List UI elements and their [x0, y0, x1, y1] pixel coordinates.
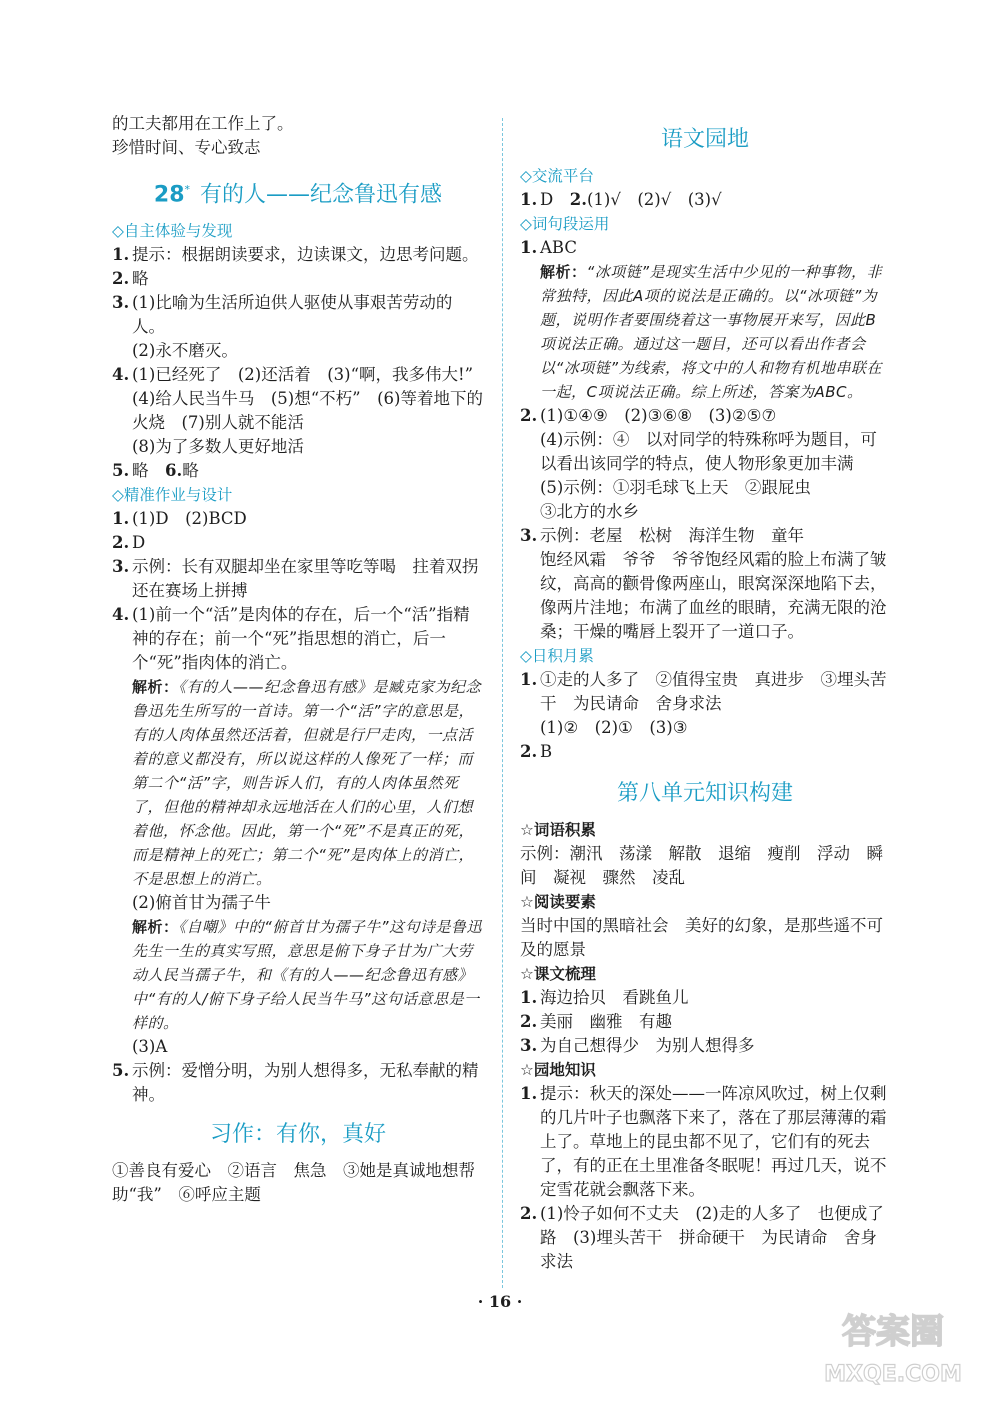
answer-item: 2. 略: [112, 269, 149, 289]
lesson-number: 28: [153, 182, 185, 208]
answer-item: 2. B: [520, 742, 553, 761]
answer-item: 1. D 2.(1)√ (2)√ (3)√: [520, 190, 722, 209]
section-heading: ◇交流平台: [520, 167, 594, 185]
intro-line-2: 珍惜时间、专心致志: [112, 138, 261, 157]
answer-item: 3. 示例：老屋 松树 海洋生物 童年: [520, 526, 804, 545]
answer-subline: (2)俯首甘为孺子牛: [132, 893, 271, 913]
lesson-star: *: [184, 183, 191, 196]
column-divider: [502, 118, 503, 1288]
category-heading: ☆课文梳理: [520, 965, 596, 983]
category-heading: ☆园地知识: [520, 1061, 596, 1079]
category-text: 示例：潮汛 荡漾 解散 退缩 瘦削 浮动 瞬间 凝视 骤然 凌乱: [520, 844, 883, 887]
answer-subline: (3)A: [132, 1037, 168, 1057]
right-column: [520, 124, 890, 1274]
answer-item: 4. (1)已经死了 (2)还活着 (3)“啊，我多伟大!” (4)给人民当牛马 (5)想“不朽” (6)等着地下的火烧 (7)别人就不能活: [112, 365, 490, 433]
page-number: · 16 ·: [477, 1292, 523, 1311]
answer-item: 1. ①走的人多了 ②值得宝贵 真进步 ③埋头苦干 为民请命 舍身求法: [520, 670, 887, 713]
composition-answer: ①善良有爱心 ②语言 焦急 ③她是真诚地想帮助“我” ⑥呼应主题: [112, 1161, 475, 1205]
watermark-line-2: MXQE.COM: [824, 1362, 962, 1387]
answer-subline: (1)② (2)① (3)③: [540, 718, 688, 737]
answer-item: 1. 提示：根据朗读要求，边读课文，边思考问题。: [112, 245, 479, 265]
answer-item: 5. 略 6.略: [112, 461, 199, 481]
section-heading: ◇精准作业与设计: [112, 486, 233, 505]
answer-subline: ③北方的水乡: [540, 502, 639, 521]
answer-item: 4. (1)前一个“活”是肉体的存在，后一个“活”指精神的存在；前一个“死”指思想的消亡，后一个“死”指肉体的消亡。: [112, 605, 470, 673]
answer-subline: (8)为了多数人更好地活: [132, 437, 304, 457]
answer-item: 3. 示例：长有双腿却坐在家里等吃等喝 拄着双拐还在赛场上拼搏: [112, 557, 479, 601]
answer-item: 1. ABC: [520, 238, 577, 257]
composition-title: 习作：有你，真好: [209, 1122, 386, 1148]
unit-title: 第八单元知识构建: [616, 781, 793, 806]
analysis-text: 解析：“冰项链”是现实生活中少见的一种事物，非常独特，因此A项的说法是正确的。以“冰项链”为题，说明作者要围绕着这一事物展开来写，因此B项说法正确。通过这一题目，还可以看出作者会以“冰项链”为线索，将文中的人和物有机地串联在一起，C项说法正确。综上所述，答案为ABC。: [540, 263, 883, 401]
lesson-title: [112, 174, 484, 211]
answer-item: 5. 示例：爱憎分明，为别人想得多，无私奉献的精神。: [112, 1061, 479, 1105]
category-heading: ☆阅读要素: [520, 893, 596, 911]
answer-subline: (5)示例：①羽毛球飞上天 ②跟屁虫: [540, 478, 811, 497]
analysis-text: 解析：《自嘲》中的“俯首甘为孺子牛”这句诗是鲁迅先生一生的真实写照，意思是俯下身子甘为广大劳动人民当孺子牛，和《有的人——纪念鲁迅有感》中“有的人/俯下身子给人民当牛马”这句话意思是一样的。: [132, 918, 483, 1033]
garden-title: 语文园地: [660, 127, 749, 152]
category-text: 当时中国的黑暗社会 美好的幻象，是那些遥不可及的愿景: [520, 916, 883, 959]
left-column: [112, 112, 490, 1207]
answer-subline: (4)示例：④ 以对同学的特殊称呼为题目，可以看出该同学的特点，使人物形象更加丰满: [540, 430, 877, 473]
answer-item: 3. 为自己想得少 为别人想得多: [520, 1036, 755, 1055]
section-heading: ◇自主体验与发现: [112, 222, 233, 241]
analysis-text: 解析：《有的人——纪念鲁迅有感》是臧克家为纪念鲁迅先生所写的一首诗。第一个“活”字的意思是，有的人肉体虽然还活着，但就是行尸走肉，一点活着的意义都没有，所以说这样的人像死了一样；而第二个“活”字，则告诉人们，有的人肉体虽然死了，但他的精神却永远地活在人们的心里，人们想着他，怀念他。因此，第一个“死”不是真正的死，而是精神上的死亡；第二个“死”是肉体上的消亡，不是思想上的消亡。: [132, 678, 482, 889]
answer-item: 1. 提示：秋天的深处——一阵凉风吹过，树上仅剩的几片叶子也飘落下来了，落在了那层薄薄的霜上了。草地上的昆虫都不见了，它们有的死去了，有的正在土里准备冬眠呢！再过几天，说不定雪花就会飘落下来。: [520, 1084, 887, 1199]
lesson-title-text: 有的人——纪念鲁迅有感: [200, 182, 443, 208]
answer-item: 2. 美丽 幽雅 有趣: [520, 1012, 672, 1031]
answer-item: 1. 海边拾贝 看跳鱼儿: [520, 988, 689, 1007]
category-heading: ☆词语积累: [520, 821, 596, 839]
section-heading: ◇词句段运用: [520, 215, 610, 233]
section-heading: ◇日积月累: [520, 647, 594, 665]
answer-item: 3. (1)比喻为生活所迫供人驱使从事艰苦劳动的人。: [112, 293, 453, 337]
answer-subline: (2)永不磨灭。: [132, 341, 238, 361]
intro-line-1: 的工夫都用在工作上了。: [112, 114, 294, 133]
answer-item: 2. (1)①④⑨ (2)③⑥⑧ (3)②⑤⑦: [520, 406, 777, 425]
answer-subline: 饱经风霜 爷爷 爷爷饱经风霜的脸上布满了皱纹，高高的颧骨像两座山，眼窝深深地陷下去，像两片洼地；布满了血丝的眼睛，充满无限的沧桑；干燥的嘴唇上裂开了一道口子。: [540, 550, 887, 641]
answer-item: 2. D: [112, 533, 146, 553]
answer-item: 2. (1)怜子如何不丈夫 (2)走的人多了 也便成了路 (3)埋头苦干 拼命硬干 为民请命 舍身求法: [520, 1204, 884, 1271]
watermark-line-1: 答案圈: [842, 1312, 944, 1352]
watermark-logo: [808, 1303, 978, 1391]
answer-item: 1. (1)D (2)BCD: [112, 509, 247, 529]
